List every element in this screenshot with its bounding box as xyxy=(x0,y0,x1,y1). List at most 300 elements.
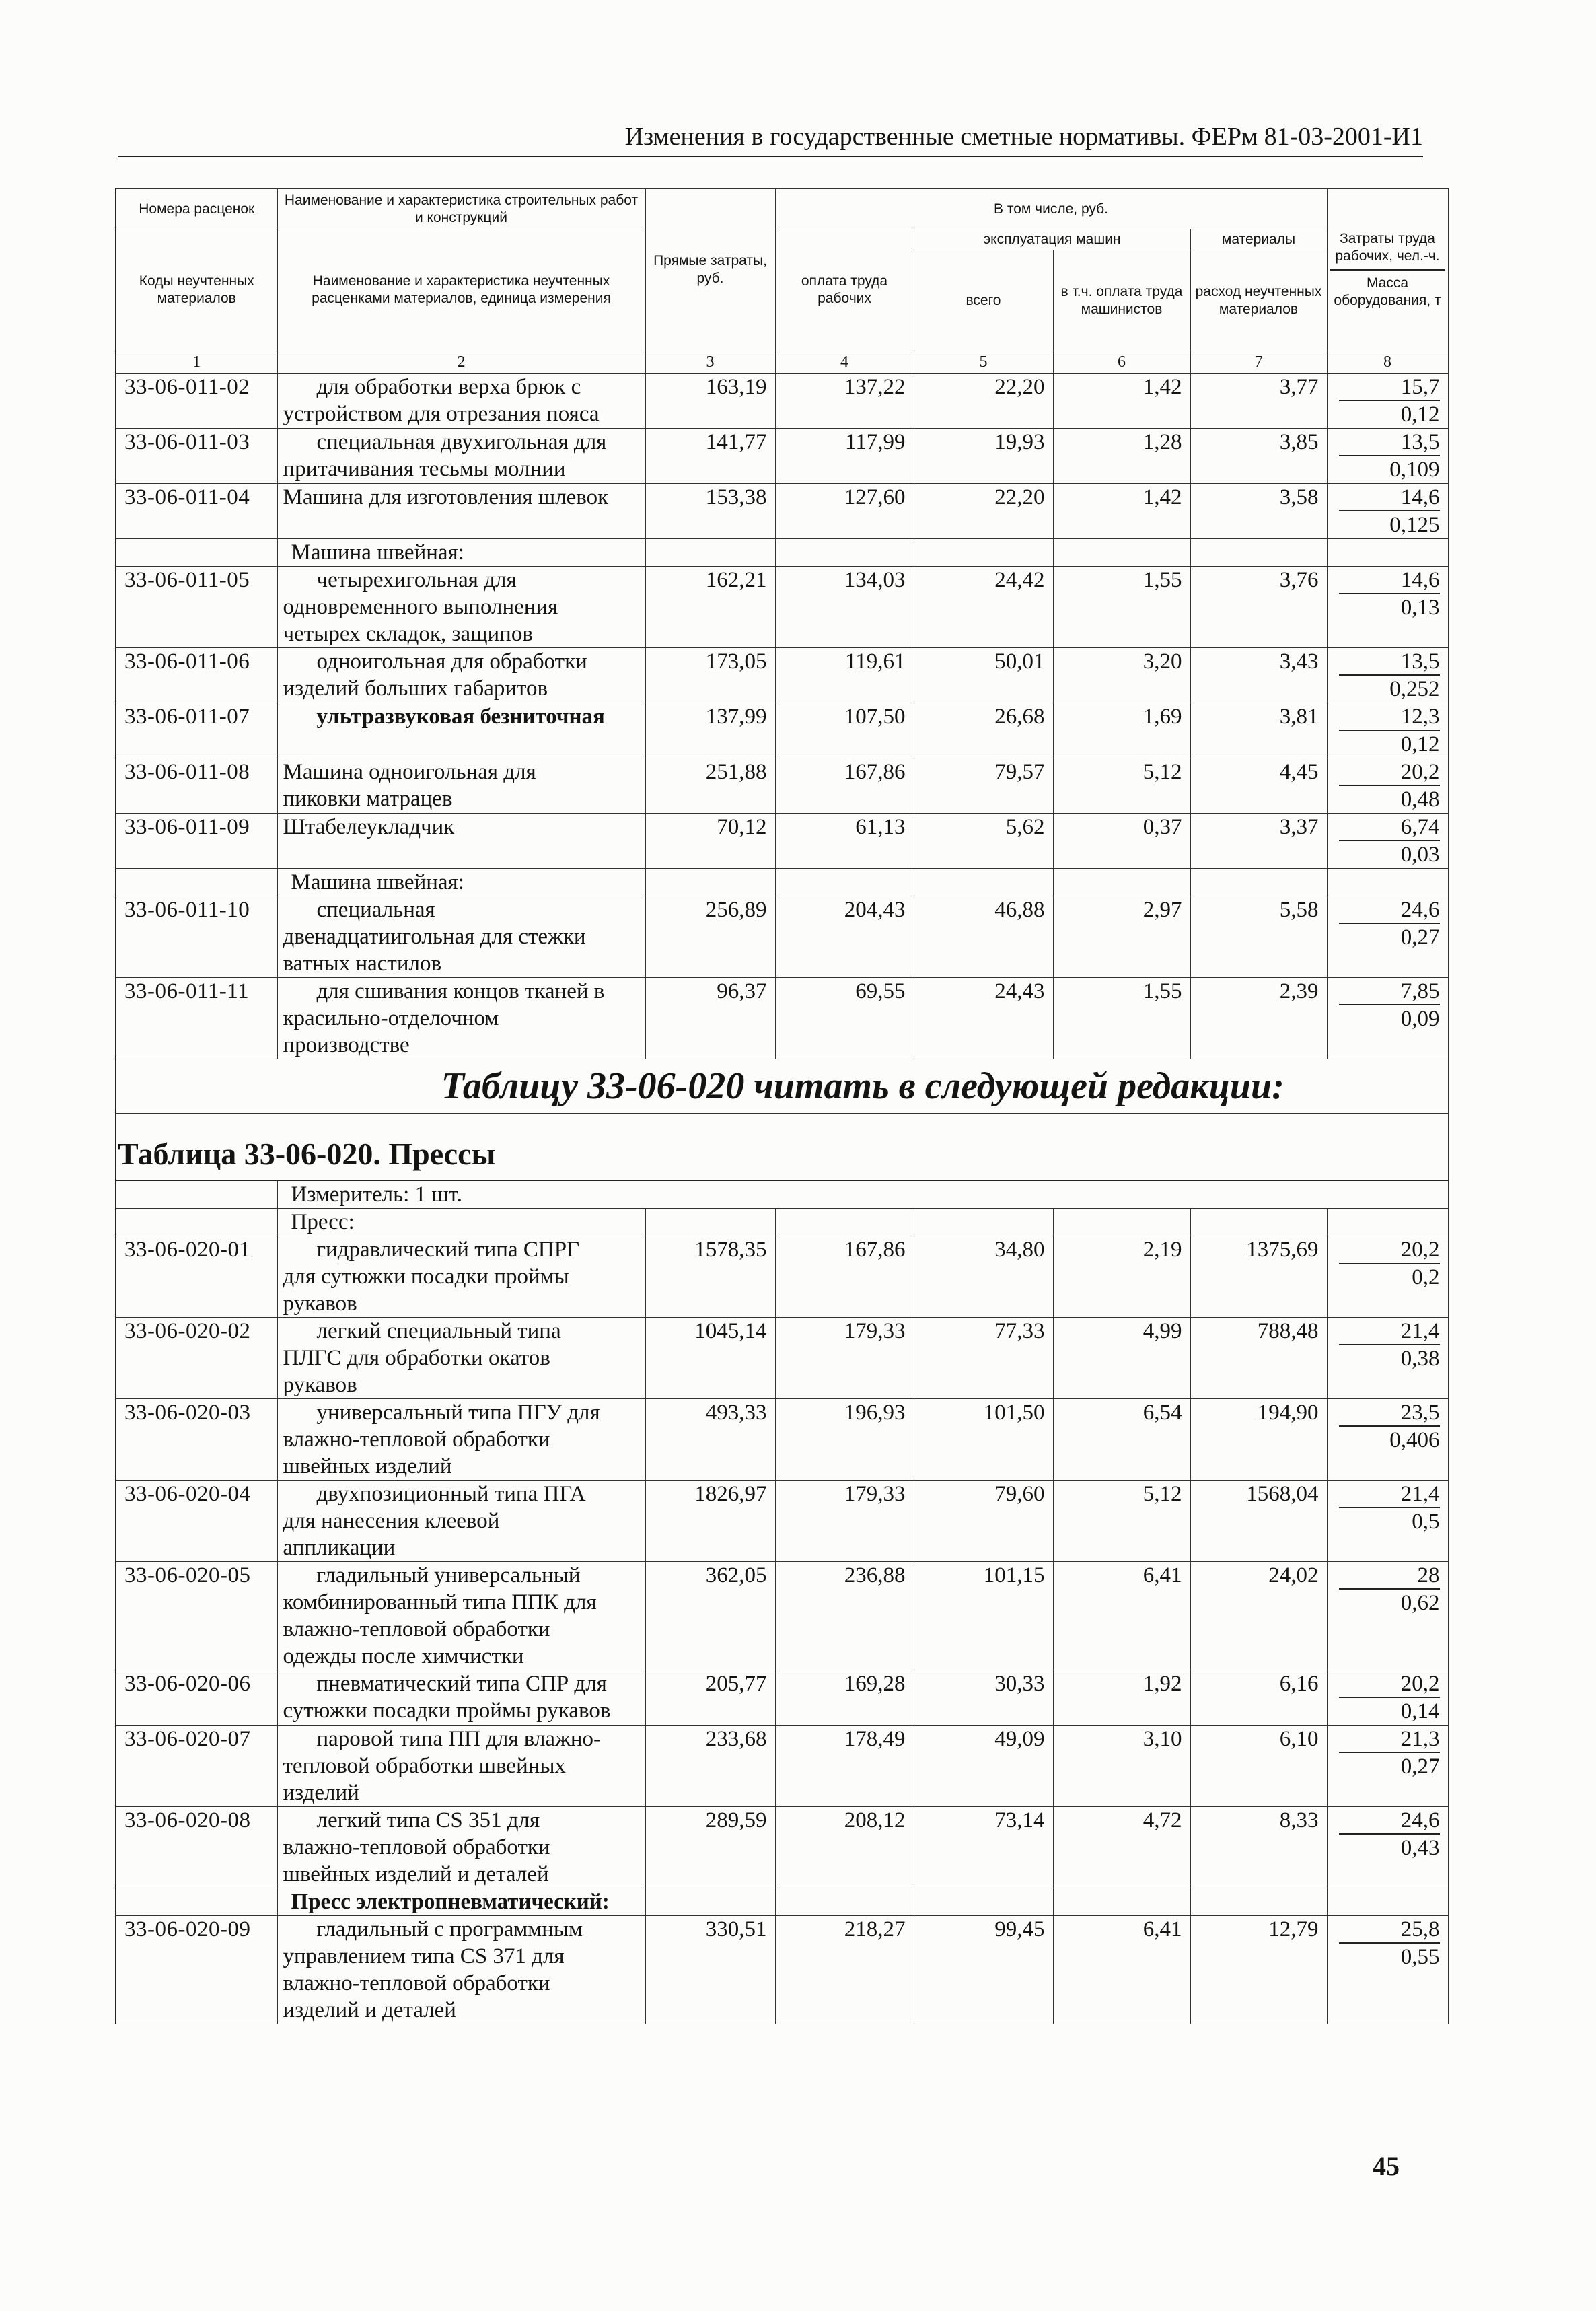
colnum: 2 xyxy=(277,351,645,374)
table-row xyxy=(116,374,1448,429)
operator-pay: 5,12 xyxy=(1053,1481,1190,1562)
materials: 5,58 xyxy=(1190,896,1327,978)
labor-cost: 24,6 xyxy=(1339,1808,1440,1835)
labor-pay: 179,33 xyxy=(775,1318,914,1399)
machine-total: 46,88 xyxy=(914,896,1053,978)
labor-cost: 24,6 xyxy=(1339,897,1440,924)
name-line: влажно-тепловой обработки xyxy=(283,1835,550,1859)
labor-cost: 21,3 xyxy=(1339,1726,1440,1753)
table-body xyxy=(116,374,1448,2024)
labor-and-mass xyxy=(1327,978,1448,1059)
equipment-mass: 0,27 xyxy=(1400,925,1440,950)
rate-code: 33-06-020-01 xyxy=(116,1236,277,1318)
group-row xyxy=(116,539,1448,567)
machine-total: 77,33 xyxy=(914,1318,1053,1399)
name-line: пневматический типа СПР для xyxy=(316,1672,607,1696)
machine-total: 101,15 xyxy=(914,1562,1053,1670)
operator-pay: 1,69 xyxy=(1053,703,1190,758)
rate-name xyxy=(277,648,645,703)
rate-name xyxy=(277,1399,645,1481)
labor-cost: 15,7 xyxy=(1339,374,1440,401)
name-line: изделий и деталей xyxy=(283,1998,456,2022)
name-line: одновременного выполнения xyxy=(283,595,558,619)
colnum: 3 xyxy=(645,351,775,374)
materials: 6,10 xyxy=(1190,1726,1327,1807)
labor-pay: 169,28 xyxy=(775,1670,914,1726)
labor-pay: 134,03 xyxy=(775,567,914,648)
equipment-mass: 0,2 xyxy=(1412,1265,1440,1289)
rate-name xyxy=(277,814,645,869)
name-line: гладильный универсальный xyxy=(316,1563,581,1588)
rate-code: 33-06-020-06 xyxy=(116,1670,277,1726)
direct-cost: 1826,97 xyxy=(645,1481,775,1562)
operator-pay: 1,42 xyxy=(1053,484,1190,539)
machine-total: 99,45 xyxy=(914,1916,1053,2024)
labor-cost: 14,6 xyxy=(1339,567,1440,594)
labor-and-mass xyxy=(1327,896,1448,978)
direct-cost: 233,68 xyxy=(645,1726,775,1807)
labor-and-mass xyxy=(1327,814,1448,869)
name-line: гидравлический типа СПРГ xyxy=(316,1238,580,1262)
group-row xyxy=(116,869,1448,896)
table-row xyxy=(116,978,1448,1059)
name-line: двенадцатиигольная для стежки xyxy=(283,925,586,949)
name-line: швейных изделий xyxy=(283,1454,452,1479)
machine-total: 73,14 xyxy=(914,1807,1053,1888)
labor-and-mass xyxy=(1327,1726,1448,1807)
machine-total: 30,33 xyxy=(914,1670,1053,1726)
name-line: для обработки верха брюк с xyxy=(316,375,581,399)
materials: 194,90 xyxy=(1190,1399,1327,1481)
colnum: 7 xyxy=(1190,351,1327,374)
operator-pay: 1,28 xyxy=(1053,429,1190,484)
rate-code: 33-06-011-08 xyxy=(116,758,277,814)
rate-code: 33-06-020-03 xyxy=(116,1399,277,1481)
rate-code: 33-06-011-11 xyxy=(116,978,277,1059)
direct-cost: 362,05 xyxy=(645,1562,775,1670)
name-line: для нанесения клеевой xyxy=(283,1509,500,1533)
table-head xyxy=(116,189,1448,374)
labor-cost: 21,4 xyxy=(1339,1318,1440,1345)
labor-cost: 12,3 xyxy=(1339,704,1440,731)
table-row xyxy=(116,1562,1448,1670)
title-row xyxy=(116,1114,1448,1181)
table-row xyxy=(116,1916,1448,2024)
name-line: притачивания тесьмы молнии xyxy=(283,457,566,481)
table-row xyxy=(116,1399,1448,1481)
labor-and-mass xyxy=(1327,1562,1448,1670)
machine-total: 101,50 xyxy=(914,1399,1053,1481)
materials: 3,81 xyxy=(1190,703,1327,758)
machine-total: 49,09 xyxy=(914,1726,1053,1807)
machine-total: 34,80 xyxy=(914,1236,1053,1318)
name-line: одноигольная для обработки xyxy=(316,649,587,674)
rate-name xyxy=(277,1236,645,1318)
rate-code: 33-06-011-02 xyxy=(116,374,277,429)
rate-name xyxy=(277,896,645,978)
name-line: ватных настилов xyxy=(283,952,442,976)
group-label: Пресс: xyxy=(277,1209,645,1236)
materials: 24,02 xyxy=(1190,1562,1327,1670)
equipment-mass: 0,62 xyxy=(1400,1591,1440,1615)
operator-pay: 1,42 xyxy=(1053,374,1190,429)
measure-row xyxy=(116,1180,1448,1209)
head-incl-operator: в т.ч. оплата труда машинистов xyxy=(1053,250,1190,351)
table-row xyxy=(116,1481,1448,1562)
name-line: легкий специальный типа xyxy=(316,1319,561,1343)
table-row xyxy=(116,429,1448,484)
group-label: Пресс электропневматический: xyxy=(277,1888,645,1916)
name-line: комбинированный типа ППК для xyxy=(283,1590,597,1614)
direct-cost: 141,77 xyxy=(645,429,775,484)
materials: 1568,04 xyxy=(1190,1481,1327,1562)
direct-cost: 162,21 xyxy=(645,567,775,648)
labor-pay: 196,93 xyxy=(775,1399,914,1481)
equipment-mass: 0,406 xyxy=(1389,1428,1440,1452)
head-materials: материалы xyxy=(1190,229,1327,250)
machine-total: 22,20 xyxy=(914,374,1053,429)
measure-label: Измеритель: 1 шт. xyxy=(277,1180,1448,1209)
machine-total: 79,57 xyxy=(914,758,1053,814)
head-codes-top: Номера расценок xyxy=(116,189,277,229)
operator-pay: 6,54 xyxy=(1053,1399,1190,1481)
rate-code: 33-06-020-08 xyxy=(116,1807,277,1888)
direct-cost: 163,19 xyxy=(645,374,775,429)
labor-and-mass xyxy=(1327,703,1448,758)
operator-pay: 6,41 xyxy=(1053,1562,1190,1670)
labor-and-mass xyxy=(1327,374,1448,429)
name-line: тепловой обработки швейных xyxy=(283,1754,567,1778)
equipment-mass: 0,38 xyxy=(1400,1347,1440,1371)
name-line: специальная двухигольная для xyxy=(316,430,607,454)
rate-name xyxy=(277,1318,645,1399)
machine-total: 26,68 xyxy=(914,703,1053,758)
labor-pay: 137,22 xyxy=(775,374,914,429)
name-line: пиковки матрацев xyxy=(283,787,453,811)
labor-pay: 167,86 xyxy=(775,1236,914,1318)
materials: 6,16 xyxy=(1190,1670,1327,1726)
direct-cost: 205,77 xyxy=(645,1670,775,1726)
name-line: Штабелеукладчик xyxy=(283,815,455,839)
labor-pay: 179,33 xyxy=(775,1481,914,1562)
labor-cost: 23,5 xyxy=(1339,1400,1440,1427)
equipment-mass: 0,13 xyxy=(1400,596,1440,620)
name-line: универсальный типа ПГУ для xyxy=(316,1400,600,1425)
table-row xyxy=(116,1726,1448,1807)
name-line: ультразвуковая безниточная xyxy=(316,705,605,729)
head-equip-mass: Масса оборудования, т xyxy=(1334,275,1441,308)
direct-cost: 1578,35 xyxy=(645,1236,775,1318)
materials: 4,45 xyxy=(1190,758,1327,814)
rate-code: 33-06-011-05 xyxy=(116,567,277,648)
table-row xyxy=(116,1318,1448,1399)
head-incl: В том числе, руб. xyxy=(775,189,1327,229)
materials: 8,33 xyxy=(1190,1807,1327,1888)
rate-name xyxy=(277,1562,645,1670)
materials: 3,76 xyxy=(1190,567,1327,648)
materials: 3,43 xyxy=(1190,648,1327,703)
group-row xyxy=(116,1888,1448,1916)
name-line: четырехигольная для xyxy=(316,568,517,592)
rate-code: 33-06-011-03 xyxy=(116,429,277,484)
name-line: специальная xyxy=(316,898,435,922)
operator-pay: 1,55 xyxy=(1053,567,1190,648)
labor-pay: 178,49 xyxy=(775,1726,914,1807)
head-machine-op: эксплуатация машин xyxy=(914,229,1190,250)
direct-cost: 173,05 xyxy=(645,648,775,703)
labor-pay: 119,61 xyxy=(775,648,914,703)
operator-pay: 2,19 xyxy=(1053,1236,1190,1318)
equipment-mass: 0,5 xyxy=(1412,1509,1440,1534)
labor-and-mass xyxy=(1327,648,1448,703)
head-labor-cost: Затраты труда рабочих, чел.-ч. xyxy=(1330,230,1445,271)
operator-pay: 4,99 xyxy=(1053,1318,1190,1399)
operator-pay: 6,41 xyxy=(1053,1916,1190,2024)
rate-name xyxy=(277,1807,645,1888)
rate-code: 33-06-020-07 xyxy=(116,1726,277,1807)
materials: 12,79 xyxy=(1190,1916,1327,2024)
name-line: производстве xyxy=(283,1033,410,1057)
equipment-mass: 0,55 xyxy=(1400,1945,1440,1969)
machine-total: 22,20 xyxy=(914,484,1053,539)
direct-cost: 137,99 xyxy=(645,703,775,758)
labor-cost: 20,2 xyxy=(1339,1671,1440,1698)
materials: 3,37 xyxy=(1190,814,1327,869)
labor-and-mass xyxy=(1327,758,1448,814)
rate-name xyxy=(277,1481,645,1562)
labor-pay: 204,43 xyxy=(775,896,914,978)
name-line: устройством для отрезания пояса xyxy=(283,402,600,426)
labor-cost: 7,85 xyxy=(1339,979,1440,1005)
labor-cost: 20,2 xyxy=(1339,1237,1440,1264)
rate-code: 33-06-020-05 xyxy=(116,1562,277,1670)
table-row xyxy=(116,1807,1448,1888)
equipment-mass: 0,12 xyxy=(1400,402,1440,427)
operator-pay: 3,10 xyxy=(1053,1726,1190,1807)
equipment-mass: 0,125 xyxy=(1389,513,1440,537)
labor-and-mass xyxy=(1327,1236,1448,1318)
labor-and-mass xyxy=(1327,1481,1448,1562)
rate-code: 33-06-020-09 xyxy=(116,1916,277,2024)
notice-cell xyxy=(116,1059,1448,1114)
direct-cost: 256,89 xyxy=(645,896,775,978)
equipment-mass: 0,109 xyxy=(1389,458,1440,482)
operator-pay: 5,12 xyxy=(1053,758,1190,814)
direct-cost: 96,37 xyxy=(645,978,775,1059)
rate-name xyxy=(277,1726,645,1807)
head-labor-pay: оплата труда рабочих xyxy=(775,229,914,351)
machine-total: 24,43 xyxy=(914,978,1053,1059)
head-labor-cost-cell xyxy=(1327,189,1448,351)
direct-cost: 493,33 xyxy=(645,1399,775,1481)
direct-cost: 153,38 xyxy=(645,484,775,539)
name-line: двухпозиционный типа ПГА xyxy=(316,1482,586,1506)
labor-cost: 6,74 xyxy=(1339,814,1440,841)
rate-name xyxy=(277,703,645,758)
labor-pay: 107,50 xyxy=(775,703,914,758)
table-row xyxy=(116,1236,1448,1318)
operator-pay: 2,97 xyxy=(1053,896,1190,978)
labor-and-mass xyxy=(1327,1399,1448,1481)
labor-cost: 20,2 xyxy=(1339,759,1440,786)
table-row xyxy=(116,648,1448,703)
rate-name xyxy=(277,567,645,648)
equipment-mass: 0,48 xyxy=(1400,787,1440,812)
name-line: влажно-тепловой обработки xyxy=(283,1971,550,1995)
head-direct-costs: Прямые затраты, руб. xyxy=(645,189,775,351)
equipment-mass: 0,27 xyxy=(1400,1754,1440,1779)
labor-pay: 117,99 xyxy=(775,429,914,484)
name-line: швейных изделий и деталей xyxy=(283,1862,549,1886)
labor-and-mass xyxy=(1327,1670,1448,1726)
rate-code: 33-06-011-06 xyxy=(116,648,277,703)
table-row xyxy=(116,758,1448,814)
direct-cost: 1045,14 xyxy=(645,1318,775,1399)
rate-code: 33-06-011-10 xyxy=(116,896,277,978)
direct-cost: 330,51 xyxy=(645,1916,775,2024)
colnum: 8 xyxy=(1327,351,1448,374)
equipment-mass: 0,09 xyxy=(1400,1007,1440,1031)
equipment-mass: 0,12 xyxy=(1400,732,1440,756)
head-total: всего xyxy=(914,250,1053,351)
rate-name xyxy=(277,758,645,814)
name-line: легкий типа CS 351 для xyxy=(316,1808,540,1833)
group-label: Машина швейная: xyxy=(277,539,645,567)
labor-pay: 69,55 xyxy=(775,978,914,1059)
rate-code: 33-06-011-09 xyxy=(116,814,277,869)
name-line: Машина одноигольная для xyxy=(283,760,536,784)
equipment-mass: 0,252 xyxy=(1389,677,1440,701)
name-line: для сшивания концов тканей в xyxy=(316,979,605,1003)
materials: 788,48 xyxy=(1190,1318,1327,1399)
labor-pay: 218,27 xyxy=(775,1916,914,2024)
table-row xyxy=(116,814,1448,869)
table-row xyxy=(116,703,1448,758)
rate-name xyxy=(277,978,645,1059)
colnum: 4 xyxy=(775,351,914,374)
name-line: одежды после химчистки xyxy=(283,1644,524,1668)
table-title: Таблица 33-06-020. Прессы xyxy=(118,1137,496,1171)
operator-pay: 1,92 xyxy=(1053,1670,1190,1726)
head-mat-consumption: расход неучтенных материалов xyxy=(1190,250,1327,351)
operator-pay: 4,72 xyxy=(1053,1807,1190,1888)
table-row xyxy=(116,484,1448,539)
labor-pay: 61,13 xyxy=(775,814,914,869)
name-line: изделий больших габаритов xyxy=(283,676,548,701)
operator-pay: 3,20 xyxy=(1053,648,1190,703)
machine-total: 5,62 xyxy=(914,814,1053,869)
rate-name xyxy=(277,1670,645,1726)
head-codes-bottom: Коды неучтенных материалов xyxy=(116,229,277,351)
name-line: аппликации xyxy=(283,1536,396,1560)
name-line: управлением типа CS 371 для xyxy=(283,1944,565,1968)
page-number: 45 xyxy=(1373,2151,1400,2181)
name-line: паровой типа ПП для влажно- xyxy=(316,1727,602,1751)
name-line: рукавов xyxy=(283,1373,357,1397)
name-line: ПЛГС для обработки окатов xyxy=(283,1346,550,1370)
machine-total: 24,42 xyxy=(914,567,1053,648)
rate-code: 33-06-011-07 xyxy=(116,703,277,758)
rate-name xyxy=(277,429,645,484)
name-line: для сутюжки посадки проймы xyxy=(283,1265,569,1289)
rates-table xyxy=(115,188,1449,2024)
rate-code: 33-06-011-04 xyxy=(116,484,277,539)
labor-and-mass xyxy=(1327,484,1448,539)
materials: 3,77 xyxy=(1190,374,1327,429)
labor-cost: 13,5 xyxy=(1339,649,1440,676)
header-title: Изменения в государственные сметные нормативы. ФЕРм 81-03-2001-И1 xyxy=(624,122,1423,151)
materials: 2,39 xyxy=(1190,978,1327,1059)
labor-and-mass xyxy=(1327,429,1448,484)
group-row xyxy=(116,1209,1448,1236)
table-row xyxy=(116,1670,1448,1726)
colnum: 1 xyxy=(116,351,277,374)
notice-row xyxy=(116,1059,1448,1114)
colnum: 5 xyxy=(914,351,1053,374)
head-name-bottom: Наименование и характеристика неучтенных расценками материалов, единица измерения xyxy=(277,229,645,351)
labor-cost: 13,5 xyxy=(1339,429,1440,456)
machine-total: 50,01 xyxy=(914,648,1053,703)
labor-and-mass xyxy=(1327,567,1448,648)
equipment-mass: 0,14 xyxy=(1400,1699,1440,1723)
direct-cost: 70,12 xyxy=(645,814,775,869)
head-name-top: Наименование и характеристика строительных работ и конструкций xyxy=(277,189,645,229)
labor-and-mass xyxy=(1327,1318,1448,1399)
title-cell xyxy=(116,1114,1448,1181)
name-line: красильно-отделочном xyxy=(283,1006,499,1030)
labor-pay: 127,60 xyxy=(775,484,914,539)
name-line: четырех складок, защипов xyxy=(283,622,533,646)
operator-pay: 0,37 xyxy=(1053,814,1190,869)
labor-and-mass xyxy=(1327,1916,1448,2024)
equipment-mass: 0,03 xyxy=(1400,843,1440,867)
group-label: Машина швейная: xyxy=(277,869,645,896)
labor-cost: 21,4 xyxy=(1339,1481,1440,1508)
operator-pay: 1,55 xyxy=(1053,978,1190,1059)
machine-total: 19,93 xyxy=(914,429,1053,484)
direct-cost: 289,59 xyxy=(645,1807,775,1888)
rate-name xyxy=(277,484,645,539)
materials: 3,58 xyxy=(1190,484,1327,539)
equipment-mass: 0,43 xyxy=(1400,1836,1440,1860)
rate-code: 33-06-020-04 xyxy=(116,1481,277,1562)
rate-name xyxy=(277,374,645,429)
materials: 1375,69 xyxy=(1190,1236,1327,1318)
name-line: гладильный с программным xyxy=(316,1917,583,1942)
name-line: изделий xyxy=(283,1781,359,1805)
materials: 3,85 xyxy=(1190,429,1327,484)
name-line: Машина для изготовления шлевок xyxy=(283,485,609,509)
labor-pay: 167,86 xyxy=(775,758,914,814)
labor-cost: 25,8 xyxy=(1339,1917,1440,1944)
name-line: влажно-тепловой обработки xyxy=(283,1617,550,1641)
name-line: рукавов xyxy=(283,1291,357,1316)
notice-text: Таблицу 33-06-020 читать в следующей редакции: xyxy=(441,1065,1284,1107)
rate-name xyxy=(277,1916,645,2024)
labor-pay: 236,88 xyxy=(775,1562,914,1670)
table-row xyxy=(116,896,1448,978)
labor-cost: 14,6 xyxy=(1339,485,1440,511)
machine-total: 79,60 xyxy=(914,1481,1053,1562)
colnum: 6 xyxy=(1053,351,1190,374)
name-line: влажно-тепловой обработки xyxy=(283,1427,550,1452)
page-header xyxy=(118,120,1423,157)
direct-cost: 251,88 xyxy=(645,758,775,814)
name-line: сутюжки посадки проймы рукавов xyxy=(283,1699,611,1723)
labor-and-mass xyxy=(1327,1807,1448,1888)
table-row xyxy=(116,567,1448,648)
rate-code: 33-06-020-02 xyxy=(116,1318,277,1399)
